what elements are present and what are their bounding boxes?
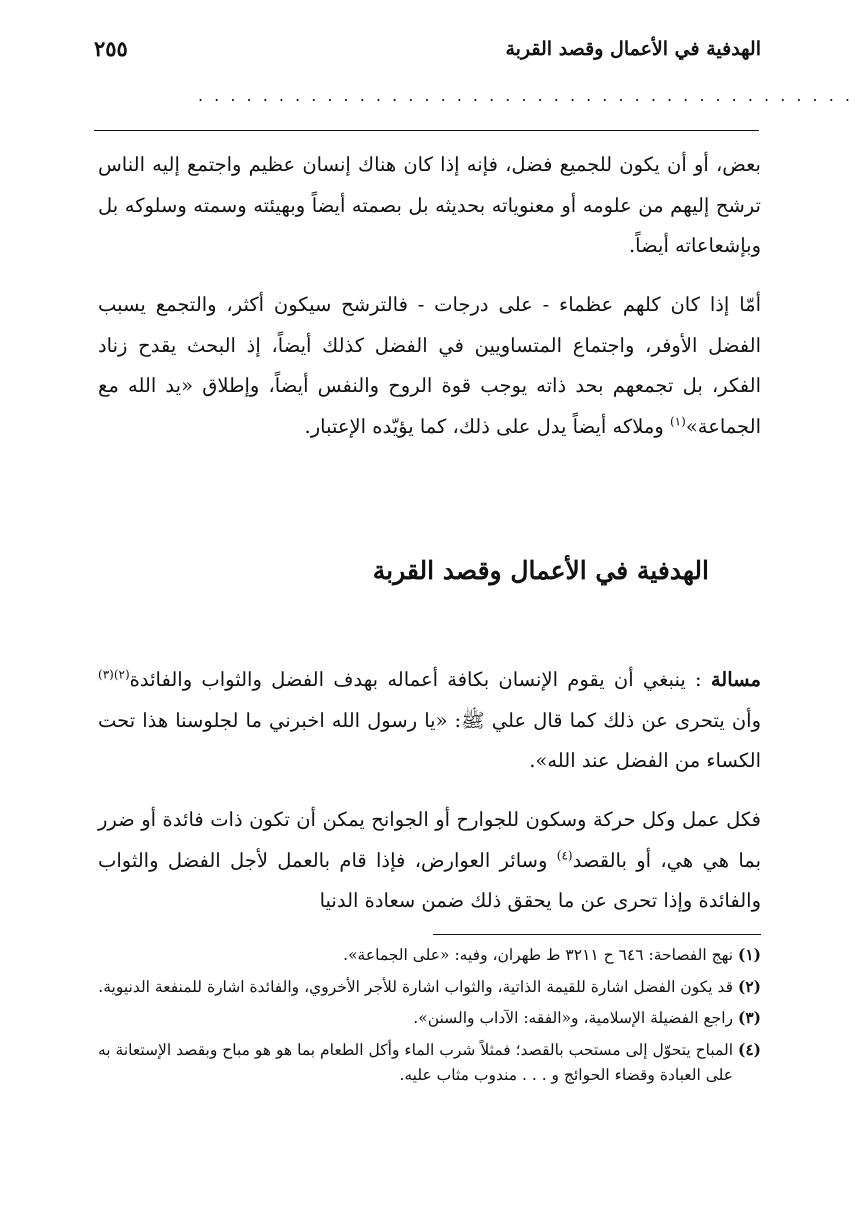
masala-text-b: وأن يتحرى عن ذلك كما قال علي ﷺ: «يا رسول الله اخبرني ما لجلوسنا هذا تحت الكساء من الفضل عند الله». <box>98 708 761 772</box>
footnote-text: المباح يتحوّل إلى مستحب بالقصد؛ فمثلاً شرب الماء وأكل الطعام بما هو هو مباح وبقصد الإستعانة به على العبادة وقضاء الحوائج و . . . مندوب مثاب عليه. <box>98 1040 734 1084</box>
footnote-ref-4: (٤) <box>556 848 573 862</box>
section-heading: الهدفية في الأعمال وقصد القربة <box>372 556 709 585</box>
header-dotted-line: . . . . . . . . . . . . . . . . . . . . . . . . . . . . . . . . . . . . . . . . . <box>198 86 853 105</box>
paragraph-2-text-b: وملاكه أيضاً يدل على ذلك، كما يؤيّده الإعتبار. <box>304 414 670 438</box>
footnote-separator <box>433 934 761 935</box>
footnote-4 <box>98 1037 761 1089</box>
page-number: ٢٥٥ <box>94 36 128 61</box>
footnote-number: (٤) <box>737 1039 761 1059</box>
paragraph-2-text-a: أمّا إذا كان كلهم عظماء - على درجات - فالترشح سيكون أكثر، والتجمع يسبب الفضل الأوفر، واجتماع المتساويين في الفضل كذلك أيضاً، إذ البحث يقدح زناد الفكر، بل تجمعهم بحد ذاته يوجب قوة الروح والنفس أيضاً، وإطلاق «يد الله مع الجماعة» <box>98 293 761 438</box>
footnote-1 <box>98 942 761 969</box>
footnote-number: (٣) <box>737 1008 761 1027</box>
footnote-2 <box>98 974 761 1001</box>
footnote-ref-1: (١) <box>669 414 686 428</box>
footnote-number: (٢) <box>737 976 761 996</box>
header-rule <box>94 130 759 131</box>
paragraph-2 <box>98 285 761 447</box>
paragraph-4 <box>98 800 761 922</box>
footnote-text: راجع الفضيلة الإسلامية، و«الفقه: الآداب والسنن». <box>413 1009 734 1027</box>
paragraph-4-text-b: وسائر العوارض، فإذا قام بالعمل لأجل الفضل والثواب والفائدة وإذا تحرى عن ما يحقق ذلك ضمن سعادة الدنيا <box>98 848 761 912</box>
running-header-title: الهدفية في الأعمال وقصد القربة <box>505 38 761 60</box>
masala-text-a: : ينبغي أن يقوم الإنسان بكافة أعماله بهدف الفضل والثواب والفائدة <box>129 668 702 691</box>
masala-label: مسالة <box>710 668 762 691</box>
masala-paragraph <box>98 660 761 782</box>
footnote-number: (١) <box>737 945 761 964</box>
footnote-3 <box>98 1005 761 1032</box>
paragraph-4-text-a: فكل عمل وكل حركة وسكون للجوارح أو الجوانح يمكن أن تكون ذات فائدة أو ضرر بما هي هي، أو بالقصد <box>98 808 761 872</box>
footnote-text: نهج الفصاحة: ٦٤٦ ح ٣٢١١ ط طهران، وفيه: «على الجماعة». <box>343 946 734 964</box>
footnotes <box>98 942 761 1094</box>
paragraph-1: بعض، أو أن يكون للجميع فضل، فإنه إذا كان هناك إنسان عظيم واجتمع إليه الناس ترشح إليهم من علومه أو معنوياته بحديثه بل بصمته أيضاً وبهيئته وسمته وسلوكه بل وبإشعاعاته أيضاً. <box>98 153 761 257</box>
footnote-text: قد يكون الفضل اشارة للقيمة الذاتية، والثواب اشارة للأجر الأخروي، والفائدة اشارة للمنفعة الدنيوية. <box>98 977 734 996</box>
footnote-ref-2-3: (٢)(٣) <box>98 667 130 682</box>
